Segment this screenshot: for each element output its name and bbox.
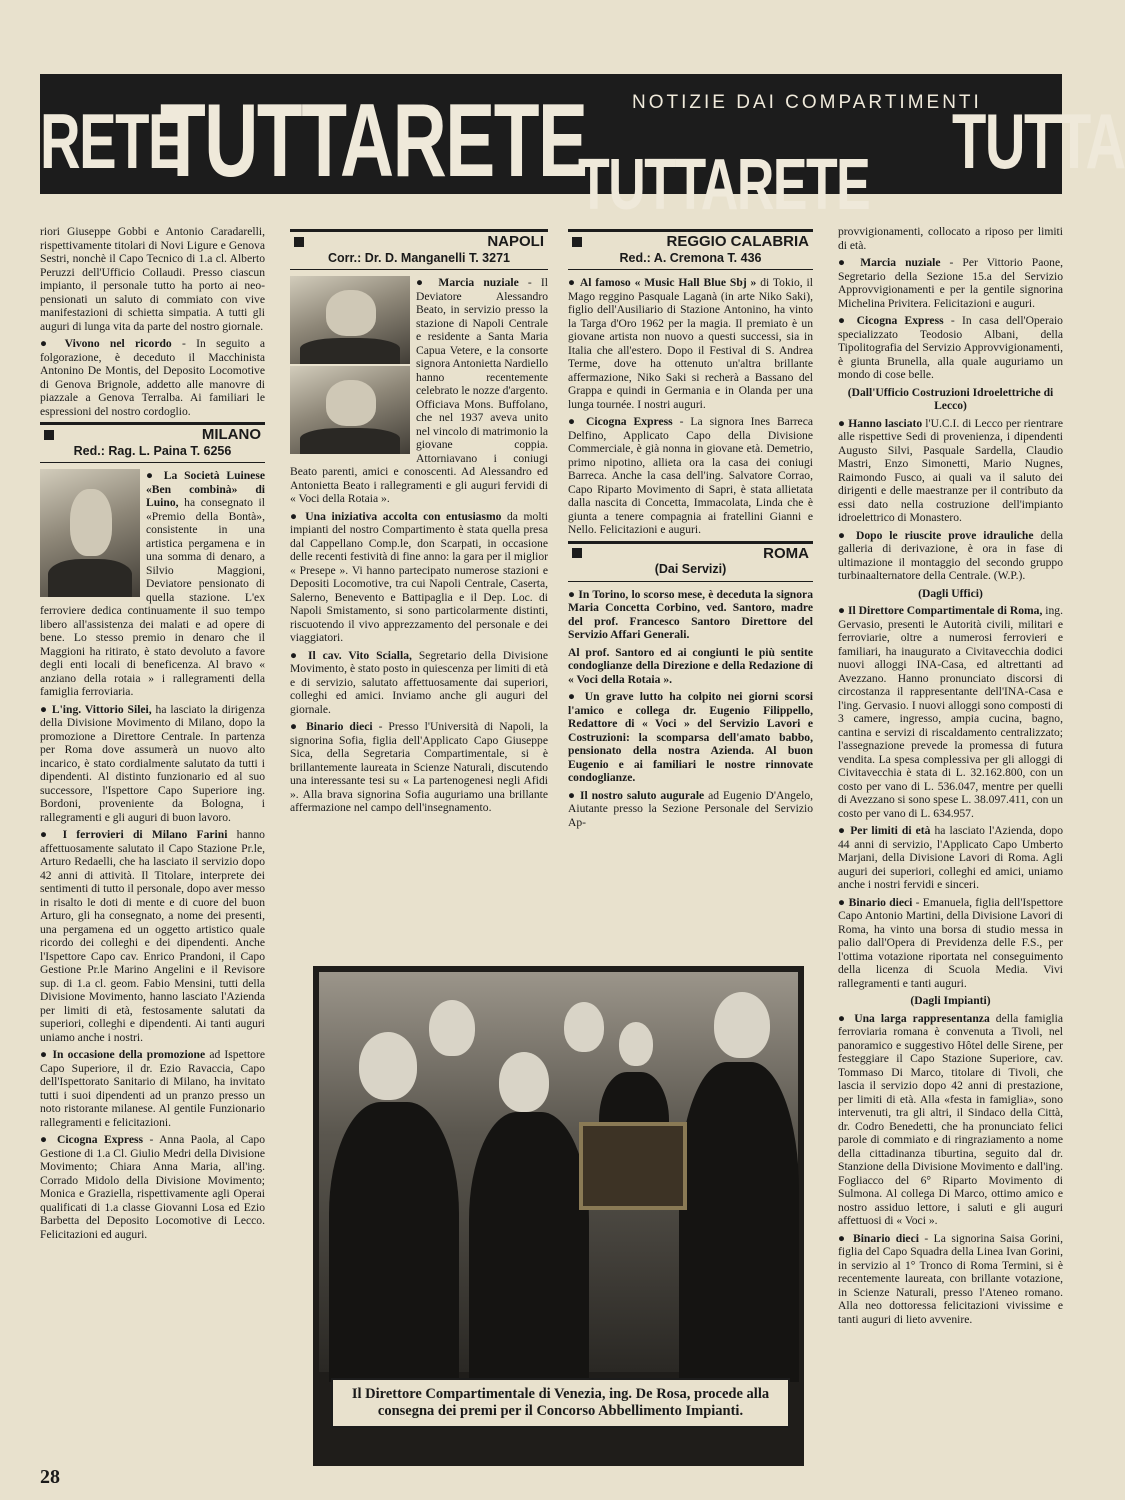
masthead-subtitle: NOTIZIE DAI COMPARTIMENTI bbox=[632, 92, 982, 113]
col1-item-promozione: ● In occasione della promozione ad Ispettore Capo Superiore, il dr. Ezio Ravaccia, Capo dell'Ispettorato Sanitario di Milano, ha invitato tutti i suoi dipendenti ad un pranzo presso un noto ristorante milanese. Al gentile Funzionario rallegramenti e felicitazioni. bbox=[40, 1048, 265, 1129]
col4-item-direttore: ● Il Direttore Compartimentale di Roma, ing. Gervasio, presenti le Autorità civili, militari e ferroviarie, oltre a numerosi ferrovieri e familiari, ha inaugurato a Civitavecchia dodici nuovi alloggi INA-Casa, ed altrettanti ad Avezzano. Hanno pronunciato discorsi di circostanza il rappresentante dell'INA-Casa e l'ing. Gervasio. I nuovi alloggi sono composti di 3 camere, ingresso, ampia cucina, bagno, cantina e servizi di riscaldamento centralizzato; l'assegnazione prevede la promessa di futura vendita. La spesa complessiva per gli alloggi di Civitavecchia è stata di L. 32.162.800, con un costo per vano di L. 536.047, mentre per quelli di Avezzano si sono spese L. 38.097.411, con un costo per vano di L. 634.957. bbox=[838, 604, 1063, 820]
col2-item-iniziativa: ● Una iniziativa accolta con entusiasmo da molti impianti del nostro Compartimento è stata quella presa dal Cappellano Comp.le, don Scarpati, in occasione delle recenti festività di fine anno: la gara per il miglior « Presepe ». Vi hanno partecipato numerose stazioni e Depositi Locomotive, tra cui Napoli Centrale, Caserta, Salerno, Benevento e Battipaglia e il Dep. Loc. di Napoli Smistamento, si sono particolarmente distinti, riscuotendo il vivo apprezzamento del personale e dei viaggiatori. bbox=[290, 510, 548, 645]
column-3 bbox=[568, 225, 813, 833]
col1-item-luino: ● La Società Luinese «Ben combinà» di Luino, ha consegnato il «Premio della Bontà», consistente in una artistica pergamena e in una somma di denaro, a Silvio Maggioni, Deviatore pensionato di quella stazione. L'ex ferroviere dedica continuamente il suo tempo libero all'assistenza dei malati e ad opere di bene. Lo stesso premio in denaro che il Maggioni ha ritirato, è stato devoluto a favore degli enti locali di beneficenza. Al bravo « anziano della rotaia » i rallegramenti della famiglia ferroviaria. bbox=[40, 469, 265, 699]
column-1 bbox=[40, 225, 265, 1245]
column-4 bbox=[838, 225, 1063, 1330]
col1-item-cicogna: ● Cicogna Express - Anna Paola, al Capo Gestione di 1.a Cl. Giulio Medri della Divisione Movimento; Chiara Anna Maria, all'ing. Corrado Midolo della Divisione Movimento; Monica e Graziella, rispettivamente agli Operai qualificati di 1.a classe Giovanni Losa ed Ezio Barbetta del Deposito Locomotive di Lecco. Felicitazioni ed auguri. bbox=[40, 1133, 265, 1241]
section-city: MILANO bbox=[201, 426, 261, 443]
masthead-title: TUTTARETE bbox=[160, 83, 587, 199]
col3-item-saluto: ● Il nostro saluto augurale ad Eugenio D'Angelo, Aiutante presso la Sezione Personale del Servizio Ap- bbox=[568, 789, 813, 830]
col1-item-vivono: ● Vivono nel ricordo - In seguito a folgorazione, è deceduto il Macchinista Antonino De Montis, del Deposito Locomotive di Genova Brignole, addetto alle manovre di piazzale a Genova Terralba. Ai familiari le espressioni del nostro cordoglio. bbox=[40, 337, 265, 418]
portrait-photo-maggioni bbox=[40, 469, 140, 597]
section-head-reggio bbox=[568, 229, 813, 270]
col4-item-binario-2: ● Binario dieci - La signorina Saisa Gorini, figlia del Capo Squadra della Linea Ivan Gorini, in servizio al 1° Tronco di Roma Termini, si è recentemente laureata, con brillante votazione, in Scienze Naturali, presso l'Ateneo romano. Alla neo dottoressa felicitazioni vivissime e tanti auguri di lieto avvenire. bbox=[838, 1232, 1063, 1327]
col1-item-silei: ● L'ing. Vittorio Silei, ha lasciato la dirigenza della Divisione Movimento di Milano, dopo la promozione a Direttore Centrale. In partenza per Roma dove assumerà un nuovo alto incarico, è stato cordialmente salutato da tutti i dipendenti. Al distinto funzionario ed al suo successore, l'Ispettore Capo Superiore ing. Bordoni, proveniente da Bologna, i rallegramenti e gli auguri di buon lavoro. bbox=[40, 703, 265, 825]
section-head-roma bbox=[568, 541, 813, 582]
photo-caption: Il Direttore Compartimentale di Venezia, ing. De Rosa, procede alla consegna dei premi per il Concorso Abbellimento Impianti. bbox=[331, 1378, 790, 1428]
col3-item-torino: ● In Torino, lo scorso mese, è deceduta la signora Maria Concetta Corbino, ved. Santoro, madre del prof. Francesco Santoro Direttore del Servizio Affari Generali. bbox=[568, 588, 813, 642]
col4-subhead-impianti: (Dagli Impianti) bbox=[910, 994, 991, 1007]
col2-item-marcia: ● Marcia nuziale - Il Deviatore Alessandro Beato, in servizio presso la stazione di Napoli Centrale e residente a Santa Maria Capua Vetere, e la consorte signora Antonietta Nardiello hanno recentemente celebrato le nozze d'argento. Officiava Mons. Buffolano, che nel 1937 aveva unito nel vincolo di matrimonio la giovane coppia. Attorniavano i coniugi Beato parenti, amici e conoscenti. Ad Alessandro ed Antonietta Beato i rallegramenti e gli auguri fervidi di « Voci della Rotaia ». bbox=[290, 276, 548, 506]
portrait-photo-couple bbox=[290, 276, 410, 454]
col4-intro: provvigionamenti, collocato a riposo per limiti di età. bbox=[838, 225, 1063, 252]
section-square-icon bbox=[44, 430, 54, 440]
page-number: 28 bbox=[40, 1466, 60, 1488]
col4-item-rappresentanza: ● Una larga rappresentanza della famiglia ferroviaria romana è convenuta a Tivoli, nel panoramico e suggestivo Hôtel delle Sirene, per festeggiare il Capo Stazione Superiore, cav. Tommaso Di Marco, titolare di Tivoli, che lascia il servizio dopo 42 anni di prestazione, per limiti di età. Alla «festa in famiglia», sono intervenuti, tra gli altri, il Sindaco della Città, dr. Codro Benedetti, che ha pronunciato felici parole di commiato e di ringraziamento a nome della cittadinanza tiburtina, seguito dal dr. Stanzione della Divisione Movimento e dall'ing. Fogliacco del 6° Riparto Movimento di Sulmona. Al collega Di Marco, ottimo amico e nostro assiduo lettore, i saluti e gli auguri affettuosi di « Voci ». bbox=[838, 1012, 1063, 1228]
col1-item-farini: ● I ferrovieri di Milano Farini hanno affettuosamente salutato il Capo Stazione Pr.le, Arturo Redaelli, che ha lasciato il servizio dopo 42 anni di attività. Il Titolare, interprete dei sentimenti di tutto il personale, dopo aver messo in risalto le doti di mente e di cuore del buon Arturo, gli ha consegnato, a nome dei presenti, una pergamena ed un oggetto artistico quale ricordo dei colleghi e dei dipendenti. Anche l'Ispettore Capo cav. Enrico Prandoni, il Capo Gestione Pr.le Marino Angelini e il Revisore sup. di 1.a cl. geom. Fabio Mensini, tutti della Divisione Movimento, hanno lasciato l'Azienda per limiti di età, festosamente salutati da superiori, colleghi e dipendenti. Ai tanti auguri uniamo anche i nostri. bbox=[40, 828, 265, 1044]
masthead-left-fragment: RETE bbox=[40, 97, 185, 185]
portrait-photo-wife bbox=[290, 366, 410, 454]
col3-item-santoro: Al prof. Santoro ed ai congiunti le più sentite condoglianze della Direzione e della Redazione di « Voci della Rotaia ». bbox=[568, 645, 813, 686]
col3-item-cicogna: ● Cicogna Express - La signora Ines Barreca Delfino, Applicato Capo della Divisione Commerciale, è già nonna in giovane età. Demetrio, primo nipotino, allieta ora la casa dei coniugi Barreca. Anche la casa dell'ing. Salvatore Corrao, Capo Riparto Movimento di Sapri, è stata allietata dalla nascita di Concetta, Immacolata, Linda che è giunta a tenere compagnia ai fratellini Gianni e Nello. Felicitazioni e auguri. bbox=[568, 415, 813, 537]
col4-item-marcia: ● Marcia nuziale - Per Vittorio Paone, Segretario della Sezione 15.a del Servizio Approvvigionamenti e per la gentile signorina Michelina Privitera. Felicitazioni e auguri. bbox=[838, 256, 1063, 310]
col4-item-prove: ● Dopo le riuscite prove idrauliche della galleria di derivazione, è ora in fase di ultimazione il montaggio del secondo gruppo turbinaalternatore della Centrale. (W.P.). bbox=[838, 529, 1063, 583]
col4-item-binario-1: ● Binario dieci - Emanuela, figlia dell'Ispettore Capo Antonio Martini, della Divisione Lavori di Roma, ha vinto una borsa di studio messa in palio dall'Opera di Previdenza delle F.S., per l'ottima votazione riportata nel conseguimento della licenza di Scuola Media. Vivi rallegramenti e tanti auguri. bbox=[838, 896, 1063, 991]
section-editor: Red.: Rag. L. Paina T. 6256 bbox=[73, 443, 232, 458]
masthead-ghost-title: TUTTARETE bbox=[578, 145, 870, 225]
column-2 bbox=[290, 225, 548, 819]
masthead-right-fragment: TUTTA bbox=[952, 97, 1125, 185]
section-editor: Corr.: Dr. D. Manganelli T. 3271 bbox=[327, 250, 510, 265]
section-square-icon bbox=[572, 237, 582, 247]
section-city: NAPOLI bbox=[487, 233, 544, 250]
section-head-napoli bbox=[290, 229, 548, 270]
section-square-icon bbox=[572, 548, 582, 558]
section-editor: Red.: A. Cremona T. 436 bbox=[619, 250, 762, 265]
col3-item-music-hall: ● Al famoso « Music Hall Blue Sbj » di Tokio, il Mago reggino Pasquale Laganà (in arte Niko Saki), figlio dell'Ausiliario di Stazione Antonino, ha vinto la Targa d'Oro 1962 per la magia. Il premiato è un giovane artista non nuovo a questi successi, sia in Italia che all'estero. Dopo il Festival di S. Andrea Terme, dove ha ottenuto un'altra brillante affermazione, Niko Saki si recherà a Bassano del Grappa e quindi in Germania e in Olanda per una lunga tournée. I nostri auguri. bbox=[568, 276, 813, 411]
masthead-banner bbox=[40, 74, 1125, 225]
col2-item-binario: ● Binario dieci - Presso l'Università di Napoli, la signorina Sofia, figlia dell'Applicato Capo Giuseppe Sica, della Segretaria Compartimentale, si è brillantemente laureata in Scienze Naturali, discutendo una interessante tesi su « La partenogenesi negli Afidi ». Alla brava signorina Sofia auguriamo una brillante affermazione nel campo dell'insegnamento. bbox=[290, 720, 548, 815]
col4-item-limiti: ● Per limiti di età ha lasciato l'Azienda, dopo 44 anni di servizio, l'Applicato Capo Umberto Marjani, della Divisione Lavori di Roma. Agli auguri dei superiori, colleghi ed amici, uniamo anche i nostri fervidi e sinceri. bbox=[838, 824, 1063, 892]
section-head-milano bbox=[40, 422, 265, 463]
section-subtitle: (Dai Servizi) bbox=[654, 562, 727, 576]
col4-item-uci: ● Hanno lasciato l'U.C.I. di Lecco per rientrare alle rispettive Sedi di provenienza, i dipendenti Augusto Silvi, Pasquale Sardella, Claudio Mastri, Enzo Simonetti, Mario Nugnes, Raimondo Fusco, ai quali va il saluto dei dirigenti e delle maestranze per il contributo da essi dato nella costruzione dell'impianto idroelettrico di Monastero. bbox=[838, 417, 1063, 525]
col3-item-lutto: ● Un grave lutto ha colpito nei giorni scorsi l'amico e collega dr. Eugenio Filippello, Redattore di « Voci » del Servizio Lavori e Costruzioni: la scomparsa dell'amato babbo, pensionato della nostra Azienda. Al buon Eugenio e ai familiari le nostre rinnovate condoglianze. bbox=[568, 690, 813, 785]
col4-subhead-lecco: (Dall'Ufficio Costruzioni Idroelettriche di Lecco) bbox=[847, 385, 1054, 412]
portrait-photo-husband bbox=[290, 276, 410, 364]
ceremony-photo bbox=[313, 966, 804, 1466]
award-plaque bbox=[579, 1122, 687, 1210]
col4-item-cicogna: ● Cicogna Express - In casa dell'Operaio specializzato Teodosio Albani, della Tipolitografia del Servizio Approvvigionamenti, è giunta Brunella, alla quale auguriamo un mondo di cose belle. bbox=[838, 314, 1063, 382]
col1-intro: riori Giuseppe Gobbi e Antonio Caradarelli, rispettivamente titolari di Novi Ligure e Genova Sestri, nonchè il Capo Tecnico di 1.a cl. Alberto Peruzzi dell'Ufficio Collaudi. Presso ciascun impianto, il personale tutto ha porto ai neo-pensionati un saluto di commiato con vive manifestazioni di schietta simpatia. A tutti gli auguri di lunga vita da parte del nostro giornale. bbox=[40, 225, 265, 333]
col4-subhead-uffici: (Dagli Uffici) bbox=[918, 586, 983, 600]
section-square-icon bbox=[294, 237, 304, 247]
section-city: REGGIO CALABRIA bbox=[666, 233, 809, 250]
col2-item-scialla: ● Il cav. Vito Scialla, Segretario della Divisione Movimento, è stato posto in quiescenza per limiti di età e di servizio, salutato affettuosamente dai superiori, colleghi ed amici. Inviamo anche gli auguri del giornale. bbox=[290, 649, 548, 717]
ceremony-photo-scene bbox=[319, 972, 798, 1372]
section-city: ROMA bbox=[763, 544, 809, 562]
